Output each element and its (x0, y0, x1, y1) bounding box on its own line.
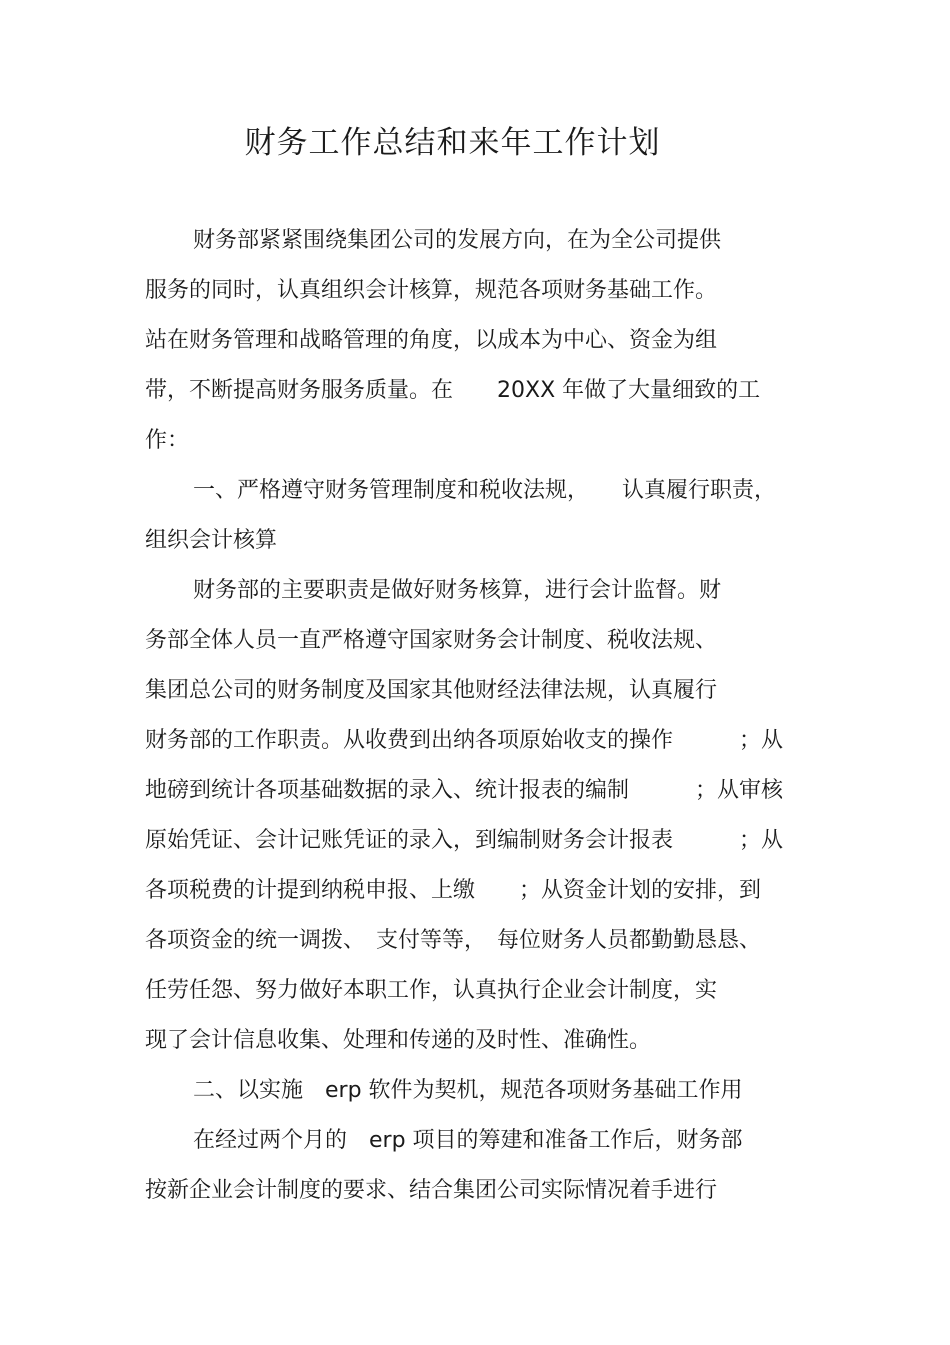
body-line: 现了会计信息收集、处理和传递的及时性、准确性。 (145, 1028, 652, 1053)
body-line: 财务部的主要职责是做好财务核算，进行会计监督。财 (193, 578, 722, 603)
body-line: 按新企业会计制度的要求、结合集团公司实际情况着手进行 (145, 1178, 718, 1203)
body-line: 地磅到统计各项基础数据的录入、统计报表的编制 ；从审核 (145, 778, 784, 803)
document-title: 财务工作总结和来年工作计划 (244, 125, 661, 161)
body-line: 在经过两个月的 erp 项目的筹建和准备工作后，财务部 (193, 1128, 743, 1153)
body-line: 任劳任怨、努力做好本职工作，认真执行企业会计制度，实 (145, 978, 718, 1003)
body-line: 站在财务管理和战略管理的角度，以成本为中心、资金为组 (145, 328, 718, 353)
body-line: 作： (145, 428, 190, 453)
body-line: 集团总公司的财务制度及国家其他财经法律法规，认真履行 (145, 678, 718, 703)
section-heading: 二、以实施 erp 软件为契机，规范各项财务基础工作用 (193, 1078, 743, 1103)
body-line: 财务部紧紧围绕集团公司的发展方向，在为全公司提供 (193, 228, 722, 253)
body-line: 各项资金的统一调拨、 支付等等， 每位财务人员都勤勤恳恳、 (145, 928, 762, 953)
body-line: 服务的同时，认真组织会计核算，规范各项财务基础工作。 (145, 278, 718, 303)
body-line: 务部全体人员一直严格遵守国家财务会计制度、税收法规、 (145, 628, 718, 653)
body-line: 各项税费的计提到纳税申报、上缴 ；从资金计划的安排，到 (145, 878, 762, 903)
body-line: 原始凭证、会计记账凭证的录入，到编制财务会计报表 ；从 (145, 828, 784, 853)
section-heading-continued: 组织会计核算 (145, 528, 278, 553)
section-heading: 一、严格遵守财务管理制度和税收法规， 认真履行职责， (193, 478, 777, 503)
body-line: 财务部的工作职责。从收费到出纳各项原始收支的操作 ；从 (145, 728, 784, 753)
body-line: 带，不断提高财务服务质量。在 20XX 年做了大量细致的工 (145, 378, 761, 403)
